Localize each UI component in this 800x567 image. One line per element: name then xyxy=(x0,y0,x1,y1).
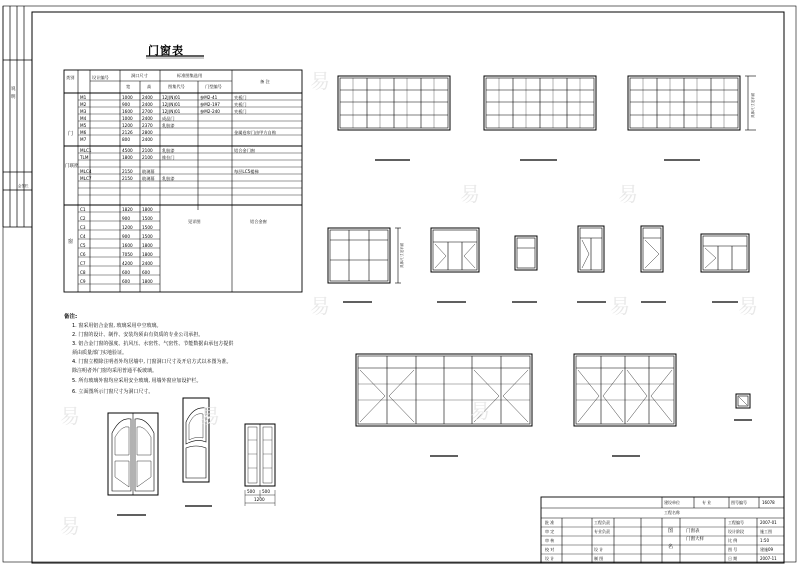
left-strip-label: 明 xyxy=(11,95,16,100)
tb-col1: 审 核 xyxy=(545,538,555,543)
tb-right-label: 设计阶段 xyxy=(728,529,744,534)
table-cell: 夹板门 xyxy=(234,95,247,100)
table-cell: MLC7 xyxy=(80,176,92,181)
dimension-text: 500 xyxy=(262,489,270,494)
table-cell: 乳胶漆 xyxy=(162,123,175,128)
note-line: 3. 铝合金门窗的强度、抗风压、水密性、气密性、节能数据由承包方提供 xyxy=(72,341,234,347)
table-cell: 600 xyxy=(142,270,150,275)
tb-right-value: 2007-11 xyxy=(760,556,777,561)
table-cell: 1800 xyxy=(142,252,153,257)
table-cell: 2800 xyxy=(142,130,153,135)
note-line: 5. 所有玻璃外窗均应采用安全玻璃, 用墙外窗应加设护栏。 xyxy=(72,378,202,384)
tb-col1: 审 定 xyxy=(545,529,555,534)
table-cell: C2 xyxy=(80,216,86,221)
group-label-door-window: 门联窗 xyxy=(65,164,79,169)
left-strip-label: 会签栏 xyxy=(18,184,29,188)
tb-col2: 工程负责 xyxy=(594,520,610,525)
tb-top-label: 建设单位 xyxy=(664,500,680,505)
watermark-glyph: 易 xyxy=(610,294,630,318)
table-cell: M4 xyxy=(80,116,87,121)
tb-col1: 设 计 xyxy=(545,556,555,561)
table-cell: 900 xyxy=(122,102,130,107)
table-cell: 12J(N)01 xyxy=(162,109,181,114)
table-cell: 900 xyxy=(122,216,130,221)
tb-col2: 制 图 xyxy=(594,556,604,561)
window-elevations-middle xyxy=(328,226,749,302)
table-cell: 玻璃幕 xyxy=(142,176,155,181)
dimension-vertical-label: 具体尺寸见平面 xyxy=(400,242,404,268)
table-cell: MLC4 xyxy=(80,169,92,174)
tb-top-value: 16078 xyxy=(762,500,775,505)
table-cell: 7050 xyxy=(122,252,133,257)
tb-col2: 设 计 xyxy=(594,547,604,552)
tb-right-label: 日 期 xyxy=(728,556,738,561)
table-cell: 2400 xyxy=(142,102,153,107)
table-cell: 乳胶漆 xyxy=(162,148,175,153)
table-cell: 成品门 xyxy=(162,116,175,121)
table-header-door-no: 门型编号 xyxy=(205,84,222,89)
table-cell: M2 xyxy=(80,102,87,107)
tb-right-label: 图 号 xyxy=(728,547,738,552)
table-cell: 1500 xyxy=(142,216,153,221)
tb-right-value: 2007-01 xyxy=(760,520,777,525)
table-cell: 1800 xyxy=(122,155,133,160)
table-header-type: 类别 xyxy=(66,75,75,80)
title-underline xyxy=(146,55,204,59)
table-cell: 2700 xyxy=(142,109,153,114)
table-cell: 参M2-240 xyxy=(200,109,220,114)
tb-right-value: 施工图 xyxy=(760,529,772,534)
table-cell: 1600 xyxy=(122,109,133,114)
table-cell: 1500 xyxy=(142,225,153,230)
window-elevations-top xyxy=(338,76,756,160)
table-cell: 12J(N)01 xyxy=(162,95,181,100)
table-cell: C3 xyxy=(80,225,86,230)
note-line: 4. 门窗立樘除注明者外均居墙中, 门窗洞口尺寸及开启方式以本图为准。 xyxy=(72,359,232,365)
table-cell: 铝合金门窗 xyxy=(234,148,255,153)
tb-col1: 批 准 xyxy=(545,520,555,525)
watermark-glyph: 易 xyxy=(470,399,490,423)
table-cell: 推拉门 xyxy=(162,155,175,160)
note-line: 6. 立面图所示门窗尺寸为洞口尺寸。 xyxy=(72,389,154,395)
table-cell: 夹板门 xyxy=(234,102,247,107)
table-cell: 1820 xyxy=(122,207,133,212)
table-cell: 1800 xyxy=(142,243,153,248)
table-cell: 1200 xyxy=(122,123,133,128)
table-cell: 2400 xyxy=(142,95,153,100)
group-label-door: 门 xyxy=(68,131,74,137)
table-cell: 2400 xyxy=(142,137,153,142)
watermark-glyph: 易 xyxy=(60,404,80,428)
window-std-text: 见详图 xyxy=(188,219,201,224)
tb-drawing-label: 图 xyxy=(668,528,674,534)
left-strip-label: 说 xyxy=(11,87,16,92)
table-cell: 1500 xyxy=(142,234,153,239)
dimension-text: 500 xyxy=(247,489,255,494)
dimension-text: 1200 xyxy=(254,497,265,502)
tb-right-label: 比 例 xyxy=(728,538,738,543)
table-cell: 4500 xyxy=(122,148,133,153)
table-cell: 1600 xyxy=(122,243,133,248)
table-cell: C9 xyxy=(80,279,86,284)
table-cell: 乳胶漆 xyxy=(162,176,175,181)
table-cell: 2100 xyxy=(142,155,153,160)
table-cell: C6 xyxy=(80,252,86,257)
table-cell: C7 xyxy=(80,261,86,266)
table-header-size: 洞口尺寸 xyxy=(131,73,148,78)
tb-drawing-name: 门窗表 xyxy=(686,529,700,534)
window-elevations-bottom xyxy=(356,354,752,456)
table-header-height: 高 xyxy=(147,84,152,89)
window-remark-text: 铝合金窗 xyxy=(250,219,267,224)
note-line: 除注明者外门窗均采用普通平板玻璃。 xyxy=(72,368,158,374)
tb-right-value: 建施09 xyxy=(760,547,774,552)
watermark-glyph: 易 xyxy=(738,294,758,318)
tb-drawing-name: 门窗大样 xyxy=(686,537,704,542)
dimension-vertical-label: 具体尺寸见平面 xyxy=(751,92,755,118)
note-line: 2. 门窗的设计、制作、安装均须由有资质的专业公司承担。 xyxy=(72,332,204,338)
table-cell: MLC1 xyxy=(80,148,92,153)
table-header-width: 宽 xyxy=(126,84,131,89)
door-details xyxy=(108,398,275,515)
table-cell: 1000 xyxy=(122,116,133,121)
watermark-glyph: 易 xyxy=(618,182,638,206)
watermark-glyph: 易 xyxy=(200,404,220,428)
table-cell: 2126 xyxy=(122,130,133,135)
tb-top-label: 专 业 xyxy=(702,500,712,505)
table-cell: 2400 xyxy=(142,116,153,121)
notes-heading: 备注: xyxy=(64,314,78,320)
table-cell: M6 xyxy=(80,130,87,135)
watermark-glyph: 易 xyxy=(310,294,330,318)
table-cell: M1 xyxy=(80,95,87,100)
title-block xyxy=(541,497,784,563)
table-cell: C8 xyxy=(80,270,86,275)
table-cell: 参M2-197 xyxy=(200,102,220,107)
table-cell: 参M2-41 xyxy=(200,95,218,100)
watermark-glyph: 易 xyxy=(310,69,330,93)
table-cell: M5 xyxy=(80,123,87,128)
table-cell: C4 xyxy=(80,234,86,239)
table-cell: 2370 xyxy=(142,123,153,128)
tb-project-label: 工程名称 xyxy=(664,510,680,515)
table-cell: 900 xyxy=(122,234,130,239)
table-cell: 1800 xyxy=(142,279,153,284)
note-line: 1. 窗采用铝合金窗, 玻璃采用中空玻璃。 xyxy=(72,323,162,329)
table-cell: 600 xyxy=(122,279,130,284)
table-header-atlas: 图集代号 xyxy=(168,84,185,89)
tb-col1: 校 对 xyxy=(545,547,555,552)
table-cell: 1000 xyxy=(122,95,133,100)
page-title: 门窗表 xyxy=(148,44,184,57)
table-cell: 玻璃幕 xyxy=(142,169,155,174)
table-header-std: 标准图集选用 xyxy=(177,73,203,78)
table-cell: M3 xyxy=(80,109,87,114)
table-header-remark: 备 注 xyxy=(260,79,270,84)
table-cell: 2150 xyxy=(122,169,133,174)
table-header-code: 设计编号 xyxy=(92,75,109,80)
table-cell: 2400 xyxy=(142,261,153,266)
tb-col2: 专业负责 xyxy=(594,529,610,534)
watermark-glyph: 易 xyxy=(460,182,480,206)
tb-right-value: 1:50 xyxy=(760,538,769,543)
tb-drawing-label: 名 xyxy=(668,544,674,550)
table-cell: 2100 xyxy=(142,148,153,153)
watermark-glyph: 易 xyxy=(60,514,80,538)
table-cell: 金属卷帘门由甲方自购 xyxy=(234,130,276,135)
table-cell: 600 xyxy=(122,270,130,275)
table-cell: 800 xyxy=(122,137,130,142)
table-cell: TLM xyxy=(80,155,89,160)
tb-right-label: 工程编号 xyxy=(728,520,744,525)
table-cell: 夹板门 xyxy=(234,109,247,114)
table-cell: M7 xyxy=(80,137,87,142)
note-line: 须由质量部门实地验证。 xyxy=(72,350,128,356)
table-cell: C5 xyxy=(80,243,86,248)
table-cell: 4200 xyxy=(122,261,133,266)
table-cell: 1200 xyxy=(122,225,133,230)
table-cell: 1800 xyxy=(142,207,153,212)
tb-top-label: 图号编号 xyxy=(731,500,747,505)
table-cell: 2150 xyxy=(122,176,133,181)
table-cell: C1 xyxy=(80,207,86,212)
table-cell: 每层LC5楼梯 xyxy=(234,169,259,174)
table-cell: 12J(N)01 xyxy=(162,102,181,107)
group-label-window: 窗 xyxy=(68,239,74,245)
